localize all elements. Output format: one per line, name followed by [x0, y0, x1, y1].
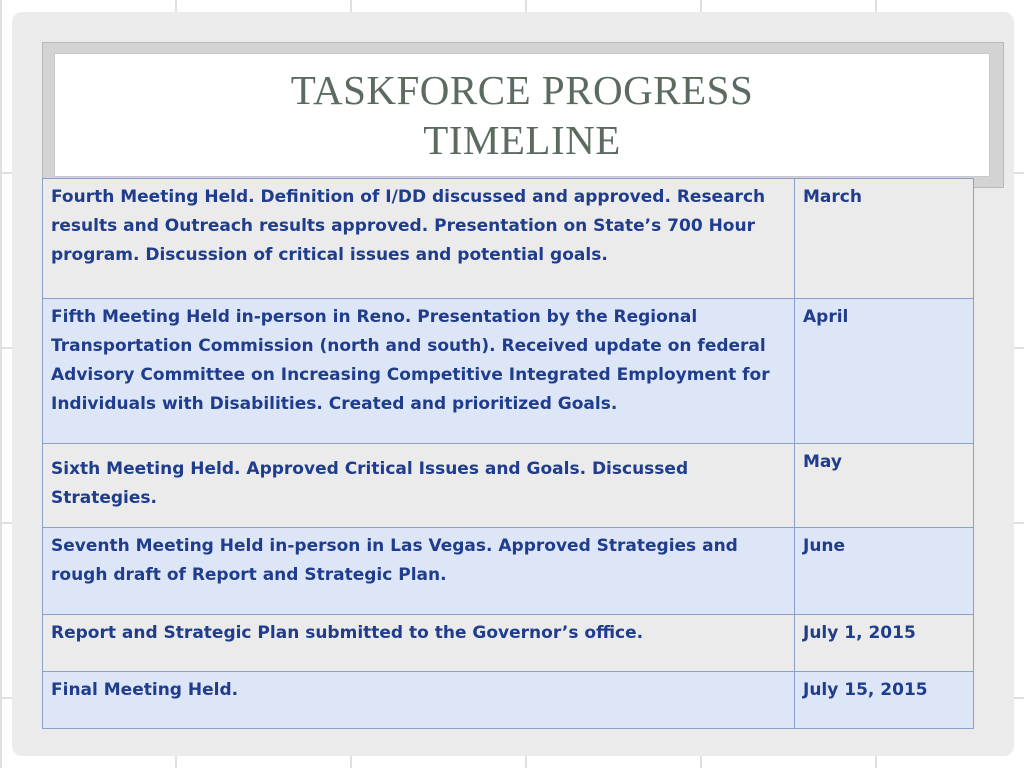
- milestone-date: July 1, 2015: [795, 615, 974, 672]
- table-row: [43, 615, 974, 672]
- milestone-date: July 15, 2015: [795, 672, 974, 729]
- table-row: [43, 299, 974, 444]
- milestone-description: Seventh Meeting Held in-person in Las Vegas. Approved Strategies and rough draft of Report and Strategic Plan.: [43, 528, 795, 615]
- table-row: [43, 528, 974, 615]
- table-row: [43, 672, 974, 729]
- milestone-description: Sixth Meeting Held. Approved Critical Issues and Goals. Discussed Strategies.: [43, 444, 795, 528]
- milestone-description: Final Meeting Held.: [43, 672, 795, 729]
- milestone-date: May: [795, 444, 974, 528]
- timeline-table: [42, 178, 974, 729]
- milestone-description: Fifth Meeting Held in-person in Reno. Presentation by the Regional Transportation Commission (north and south). Received update on federal Advisory Committee on Increasing Competitive Integrated Employment for Individuals with Disabilities. Created and prioritized Goals.: [43, 299, 795, 444]
- milestone-date: April: [795, 299, 974, 444]
- table-row: [43, 444, 974, 528]
- title-frame: [42, 42, 1004, 188]
- slide-title-line-1: TASKFORCE PROGRESS: [290, 67, 754, 113]
- milestone-date: June: [795, 528, 974, 615]
- slide-title-line-2: TIMELINE: [423, 117, 621, 163]
- milestone-date: March: [795, 179, 974, 299]
- milestone-description: Report and Strategic Plan submitted to the Governor’s office.: [43, 615, 795, 672]
- table-row: [43, 179, 974, 299]
- milestone-description: Fourth Meeting Held. Definition of I/DD discussed and approved. Research results and Outreach results approved. Presentation on State’s 700 Hour program. Discussion of critical issues and potential goals.: [43, 179, 795, 299]
- title-box: [54, 53, 990, 177]
